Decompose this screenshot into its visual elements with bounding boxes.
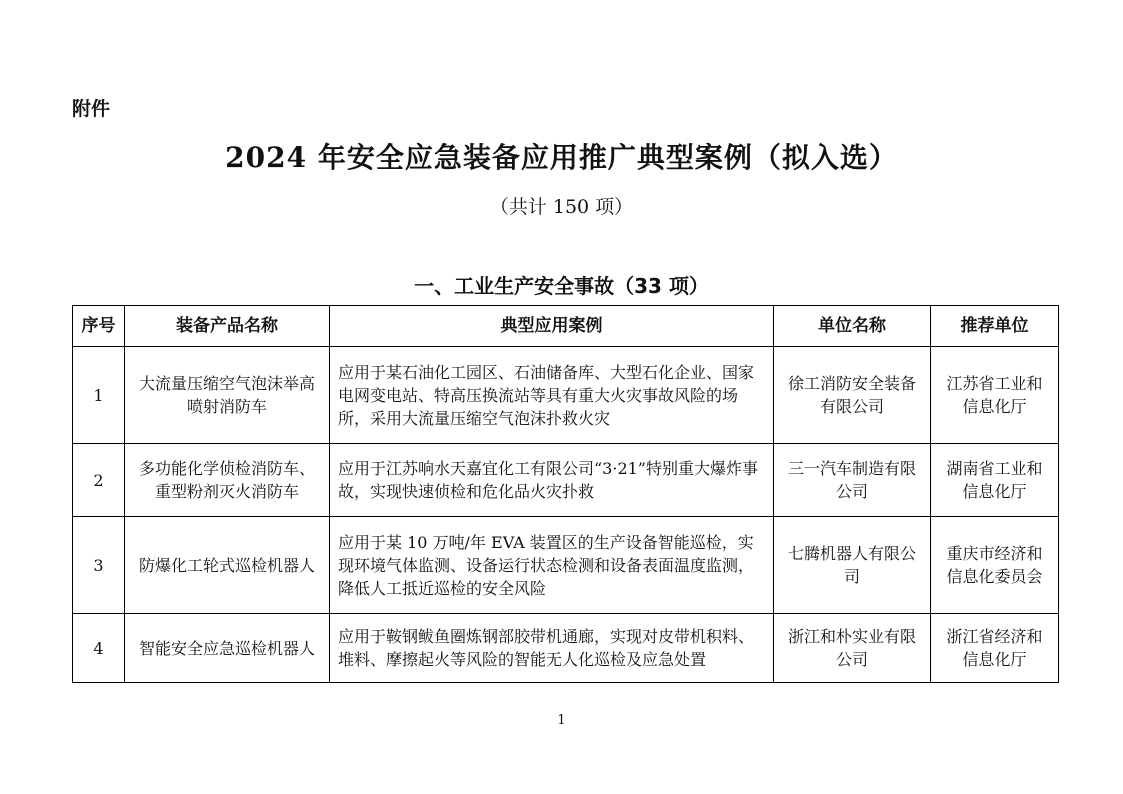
header-recommender: 推荐单位	[931, 306, 1059, 347]
cell-product: 多功能化学侦检消防车、重型粉剂灭火消防车	[125, 444, 330, 517]
page-subtitle: （共计 150 项）	[489, 196, 634, 218]
cell-no: 3	[73, 517, 125, 614]
cell-recommender: 重庆市经济和信息化委员会	[931, 517, 1059, 614]
cell-unit: 三一汽车制造有限公司	[774, 444, 931, 517]
cell-unit: 七腾机器人有限公司	[774, 517, 931, 614]
header-unit: 单位名称	[774, 306, 931, 347]
cell-product: 防爆化工轮式巡检机器人	[125, 517, 330, 614]
page-title: 2024 年安全应急装备应用推广典型案例（拟入选）	[225, 141, 898, 174]
table-row	[73, 517, 1059, 614]
table-header-row	[73, 306, 1059, 347]
section-title: 一、工业生产安全事故（33 项）	[414, 274, 709, 298]
cases-table	[72, 305, 1059, 683]
header-no: 序号	[73, 306, 125, 347]
header-product: 装备产品名称	[125, 306, 330, 347]
attachment-label: 附件	[72, 98, 111, 120]
cell-case: 应用于鞍钢鲅鱼圈炼钢部胶带机通廊，实现对皮带机积料、堆料、摩擦起火等风险的智能无人化巡检及应急处置	[330, 614, 774, 683]
cell-case: 应用于某石油化工园区、石油储备库、大型石化企业、国家电网变电站、特高压换流站等具有重大火灾事故风险的场所，采用大流量压缩空气泡沫扑救火灾	[330, 347, 774, 444]
page-number: 1	[557, 713, 566, 728]
cell-case: 应用于江苏响水天嘉宜化工有限公司“3·21”特别重大爆炸事故，实现快速侦检和危化品火灾扑救	[330, 444, 774, 517]
cell-recommender: 浙江省经济和信息化厅	[931, 614, 1059, 683]
cell-case: 应用于某 10 万吨/年 EVA 装置区的生产设备智能巡检，实现环境气体监测、设备运行状态检测和设备表面温度监测，降低人工抵近巡检的安全风险	[330, 517, 774, 614]
table-row	[73, 444, 1059, 517]
cell-no: 2	[73, 444, 125, 517]
cell-product: 智能安全应急巡检机器人	[125, 614, 330, 683]
table-row	[73, 347, 1059, 444]
cell-unit: 徐工消防安全装备有限公司	[774, 347, 931, 444]
table-row	[73, 614, 1059, 683]
cell-no: 1	[73, 347, 125, 444]
cell-unit: 浙江和朴实业有限公司	[774, 614, 931, 683]
cell-recommender: 湖南省工业和信息化厅	[931, 444, 1059, 517]
cell-recommender: 江苏省工业和信息化厅	[931, 347, 1059, 444]
cell-product: 大流量压缩空气泡沫举高喷射消防车	[125, 347, 330, 444]
cell-no: 4	[73, 614, 125, 683]
header-case: 典型应用案例	[330, 306, 774, 347]
